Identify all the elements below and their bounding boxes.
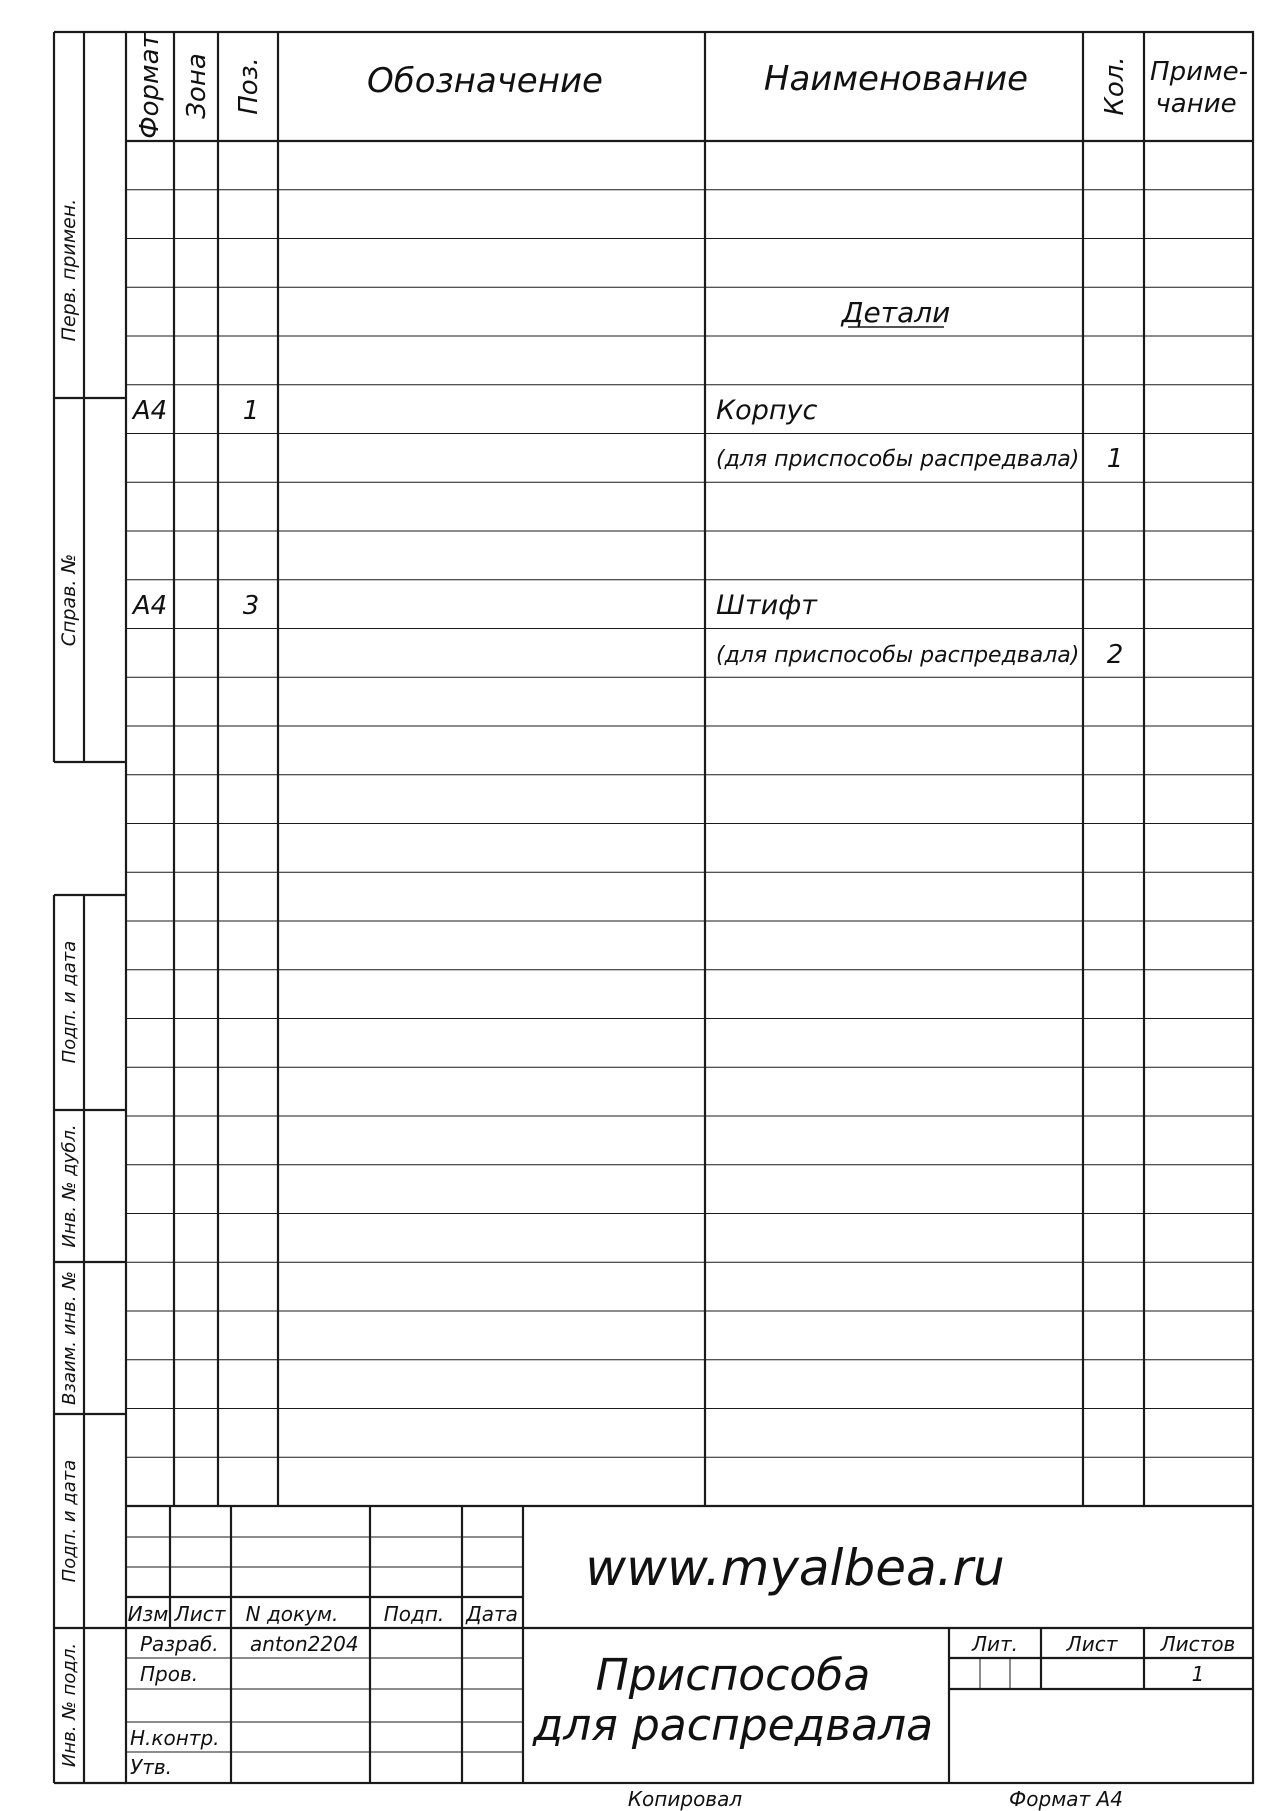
col-header-format: Формат (135, 33, 165, 139)
item-format: А4 (132, 396, 168, 426)
lit-label: Лит. (971, 1632, 1019, 1656)
item-format: А4 (132, 591, 168, 621)
side-label-sign-date-1: Подп. и дата (59, 940, 80, 1064)
role-approver: Утв. (130, 1755, 172, 1779)
change-header-list: Лист (174, 1602, 226, 1626)
list-item (131, 590, 1123, 670)
list-item (131, 395, 1123, 474)
footer-copied: Копировал (627, 1787, 743, 1811)
change-header-izm: Изм (127, 1602, 169, 1626)
col-header-zone: Зона (182, 53, 212, 119)
side-label-orig-inv: Инв. № подл. (59, 1642, 80, 1768)
spec-table (126, 32, 1253, 1506)
doc-title-line1: Приспособа (595, 1650, 871, 1701)
side-label-first-use: Перв. примен. (58, 198, 80, 342)
sheets-label: Листов (1160, 1632, 1236, 1656)
change-header-sign: Подп. (383, 1602, 445, 1626)
col-header-qty: Кол. (1100, 56, 1130, 116)
col-header-designation: Обозначение (367, 61, 603, 101)
item-name: Корпус (716, 395, 818, 426)
change-header-doc: N докум. (245, 1602, 339, 1626)
side-label-mutual-inv: Взаим. инв. № (59, 1271, 80, 1405)
item-name-note: (для приспособы распредвала) (716, 447, 1080, 472)
col-header-note-line1: Приме- (1150, 57, 1248, 87)
col-header-note-line2: чание (1155, 89, 1237, 119)
col-header-pos: Поз. (234, 57, 264, 115)
sheet-label: Лист (1066, 1632, 1118, 1656)
col-header-name: Наименование (763, 59, 1029, 99)
role-developer: Разраб. (140, 1632, 219, 1656)
side-label-sign-date-2: Подп. и дата (59, 1459, 80, 1583)
item-qty: 1 (1106, 444, 1124, 474)
title-block (126, 1506, 1253, 1783)
change-header-date: Дата (466, 1602, 518, 1626)
side-stamp (54, 32, 126, 1783)
developer-name: anton2204 (250, 1632, 359, 1656)
item-name-note: (для приспособы распредвала) (716, 643, 1080, 668)
footer-format: Формат А4 (1009, 1787, 1123, 1811)
table-header (135, 32, 1248, 138)
item-pos: 3 (242, 591, 260, 621)
section-title-text: Детали (841, 296, 951, 329)
item-qty: 2 (1106, 640, 1124, 670)
sheets-value: 1 (1191, 1662, 1205, 1686)
doc-title-line2: для распредвала (532, 1700, 934, 1751)
role-checker: Пров. (140, 1662, 199, 1686)
side-label-ref-no: Справ. № (58, 553, 80, 647)
section-title (840, 296, 951, 329)
side-label-dup-inv: Инв. № дубл. (59, 1124, 80, 1248)
role-norm-control: Н.контр. (130, 1726, 220, 1750)
item-pos: 1 (242, 396, 260, 426)
website-text: www.myalbea.ru (585, 1539, 1005, 1597)
item-name: Штифт (716, 590, 817, 621)
